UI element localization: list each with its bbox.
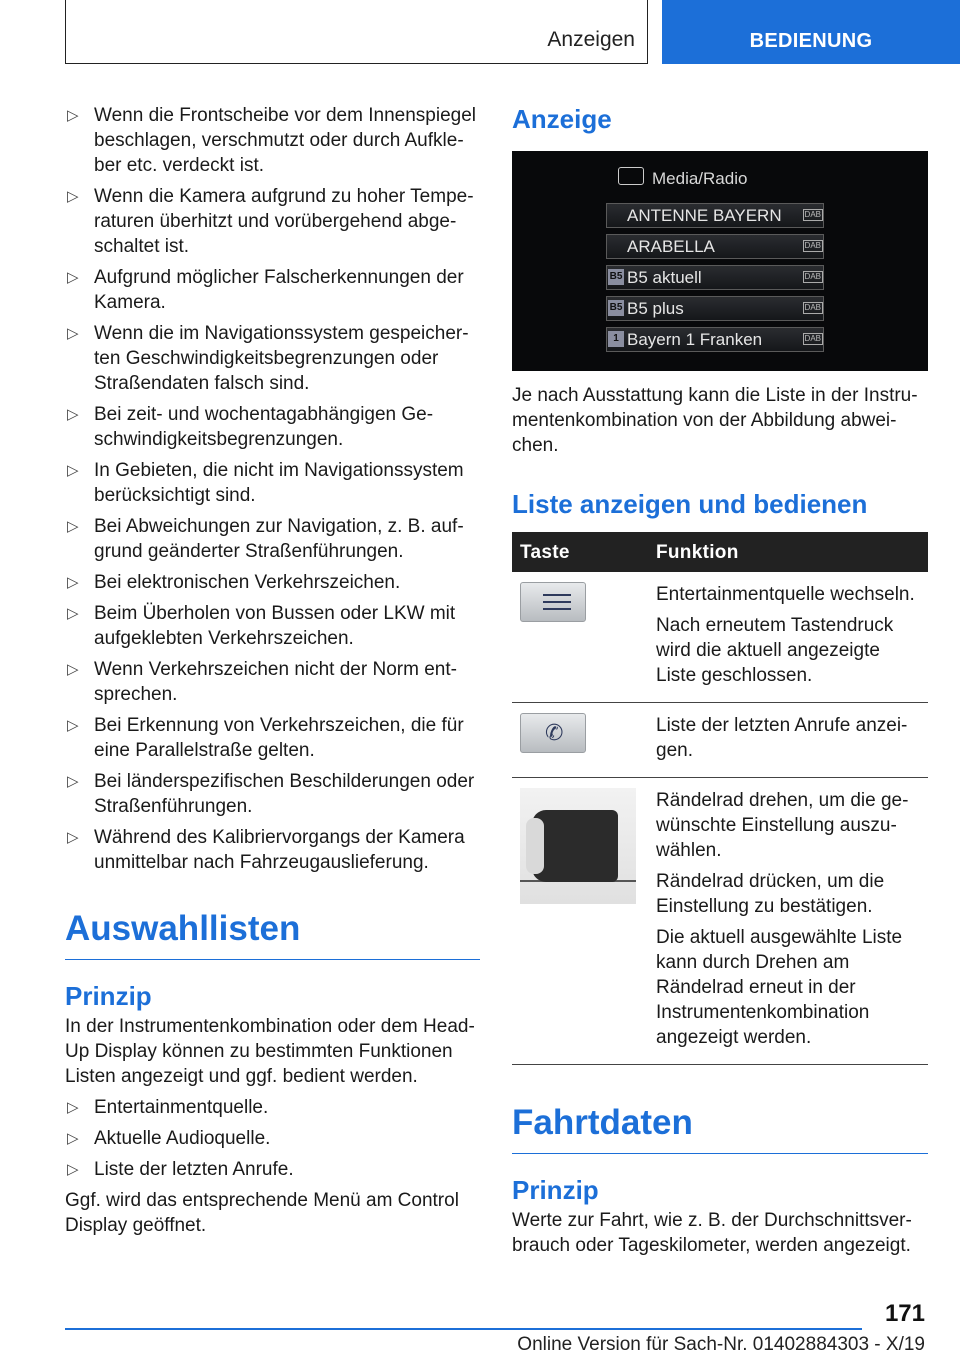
column-header-funktion: Funktion (648, 532, 928, 572)
list-item: ▷ Beim Überholen von Bussen oder LKW mit aufgeklebten Verkehrszeichen. (67, 603, 456, 649)
station-row: ARABELLA DAB (606, 234, 824, 259)
table-row: ✆ Liste der letzten Anrufe anzeigen. (512, 703, 928, 778)
phone-button-icon: ✆ (520, 713, 586, 753)
triangle-bullet-icon: ▷ (67, 574, 79, 591)
triangle-bullet-icon: ▷ (67, 462, 79, 479)
triangle-bullet-icon: ▷ (67, 661, 79, 678)
list-item: ▷ Wenn die Frontscheibe vor dem Innenspiegel beschlagen, verschmutzt oder durch Aufkleber etc. verdeckt ist. (67, 105, 476, 176)
triangle-bullet-icon: ▷ (67, 269, 79, 286)
triangle-bullet-icon: ▷ (67, 829, 79, 846)
station-list (606, 203, 824, 358)
list-item: ▷ Bei Erkennung von Verkehrszeichen, die für eine Parallelstraße gelten. (67, 715, 464, 761)
triangle-bullet-icon: ▷ (67, 1099, 79, 1116)
triangle-bullet-icon: ▷ (67, 406, 79, 423)
auswahl-outro: Ggf. wird das entsprechende Menü am Control Display geöffnet. (65, 1190, 459, 1236)
list-item: ▷ Wenn die Kamera aufgrund zu hoher Temperaturen überhitzt und vorübergehend abgeschaltet ist. (67, 186, 474, 257)
dab-badge: DAB (804, 334, 821, 343)
fahrtdaten-heading: Fahrtdaten (512, 1103, 928, 1154)
limitation-list (65, 103, 480, 875)
triangle-bullet-icon: ▷ (67, 605, 79, 622)
auswahl-prinzip-heading: Prinzip (65, 981, 152, 1011)
dab-badge: DAB (804, 210, 821, 219)
liste-heading: Liste anzeigen und bedienen (512, 489, 868, 519)
list-item: ▷ Bei zeit- und wochentagabhängigen Geschwindigkeitsbegrenzungen. (67, 404, 434, 450)
header-section-title: Anzeigen (547, 28, 635, 51)
list-item: ▷ Wenn die im Navigationssystem gespeicherten Geschwindigkeitsbegrenzungen oder Straßendaten falsch sind. (67, 323, 469, 394)
table-row: Entertainmentquelle wechseln. Nach erneutem Tastendruck wird die aktuell angezeigte Liste geschlossen. (512, 572, 928, 703)
media-radio-icon (618, 167, 644, 185)
auswahl-list (65, 1095, 480, 1182)
function-table (512, 532, 928, 1065)
list-item: ▷ In Gebieten, die nicht im Navigationssystem berücksichtigt sind. (67, 460, 464, 506)
station-logo-icon: B5 (608, 269, 624, 285)
list-item: ▷ Bei Abweichungen zur Navigation, z. B. aufgrund geänderter Straßenführungen. (67, 516, 464, 562)
triangle-bullet-icon: ▷ (67, 1161, 79, 1178)
triangle-bullet-icon: ▷ (67, 773, 79, 790)
station-logo-icon: 1 (608, 331, 624, 347)
footer-text: Online Version für Sach-Nr. 01402884303 - X/19 (517, 1334, 925, 1355)
station-row: B5 B5 aktuell DAB (606, 265, 824, 290)
triangle-bullet-icon: ▷ (67, 717, 79, 734)
triangle-bullet-icon: ▷ (67, 1130, 79, 1147)
list-item: ▷ Bei länderspezifischen Beschilderungen oder Straßenführungen. (67, 771, 475, 817)
column-header-taste: Taste (512, 532, 648, 572)
list-item: ▷ Wenn Verkehrszeichen nicht der Norm entsprechen. (67, 659, 457, 705)
dab-badge: DAB (804, 303, 821, 312)
auswahllisten-heading: Auswahllisten (65, 909, 480, 960)
anzeige-heading: Anzeige (512, 104, 612, 134)
list-item: ▷ Während des Kalibriervorgangs der Kamera unmittelbar nach Fahrzeugauslieferung. (67, 827, 465, 873)
dab-badge: DAB (804, 241, 821, 250)
screen-title: Media/Radio (652, 166, 747, 191)
triangle-bullet-icon: ▷ (67, 325, 79, 342)
station-row: ANTENNE BAYERN DAB (606, 203, 824, 228)
list-item: ▷ Aktuelle Audioquelle. (67, 1128, 271, 1149)
right-column (512, 103, 928, 1264)
header-chapter-label: BEDIENUNG (749, 30, 873, 52)
thumbwheel-icon (520, 788, 636, 904)
list-button-icon (520, 582, 586, 622)
fahrtdaten-prinzip-heading: Prinzip (512, 1175, 599, 1205)
station-logo-icon: B5 (608, 300, 624, 316)
station-row: 1 Bayern 1 Franken DAB (606, 327, 824, 352)
header-chapter-tab (662, 0, 960, 64)
station-row: B5 B5 plus DAB (606, 296, 824, 321)
list-item: ▷ Liste der letzten Anrufe. (67, 1159, 294, 1180)
footer-divider (65, 1328, 862, 1330)
triangle-bullet-icon: ▷ (67, 518, 79, 535)
anzeige-note: Je nach Ausstattung kann die Liste in der Instrumentenkombination von der Abbildung abweichen. (512, 385, 918, 456)
list-item: ▷ Bei elektronischen Verkehrszeichen. (67, 572, 401, 593)
fahrtdaten-text: Werte zur Fahrt, wie z. B. der Durchschnittsverbrauch oder Tageskilometer, werden angezeigt. (512, 1210, 912, 1256)
dab-badge: DAB (804, 272, 821, 281)
page-number: 171 (884, 1300, 925, 1327)
table-row: Rändelrad drehen, um die gewünschte Einstellung auszuwählen. Rändelrad drücken, um die Einstellung zu bestätigen. Die aktuell ausgewählte Liste kann durch Drehen am Rändelrad erneut in der Instrumentenkombination angezeigt werden. (512, 778, 928, 1065)
list-item: ▷ Entertainmentquelle. (67, 1097, 269, 1118)
list-item: ▷ Aufgrund möglicher Falscherkennungen der Kamera. (67, 267, 464, 313)
triangle-bullet-icon: ▷ (67, 107, 79, 124)
table-header-row (512, 532, 928, 572)
media-radio-screen-image (512, 151, 928, 371)
auswahl-intro: In der Instrumentenkombination oder dem Head-Up Display können zu bestimmten Funktionen Listen angezeigt und ggf. bedient werden. (65, 1016, 475, 1087)
left-column (65, 103, 480, 1244)
triangle-bullet-icon: ▷ (67, 188, 79, 205)
